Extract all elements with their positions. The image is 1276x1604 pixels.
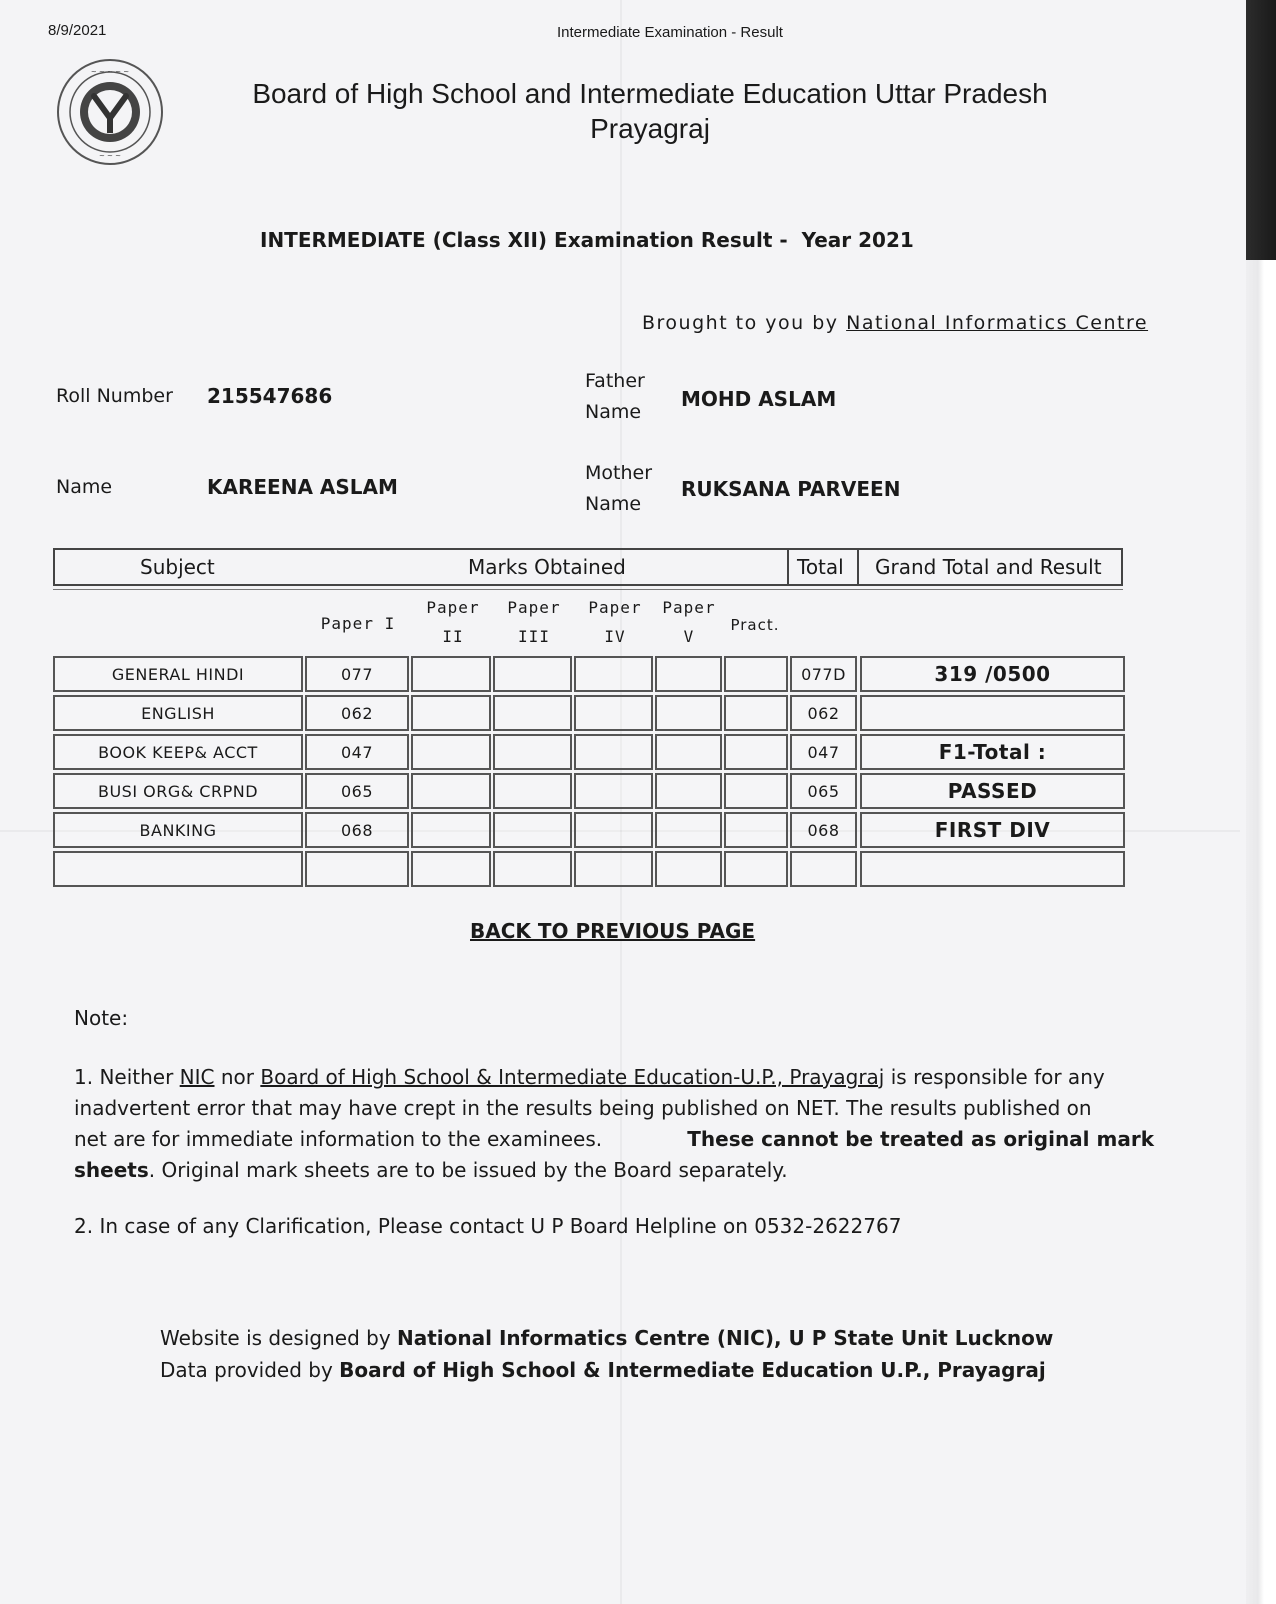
mother-name-label (585, 458, 652, 520)
subheader-paper3-line2: III (518, 627, 550, 646)
father-label-line1: Father (585, 370, 645, 392)
subheader-paper4-line2: IV (604, 627, 626, 646)
scan-edge (1246, 0, 1276, 260)
note-item-1-line2: inadvertent error that may have crept in the results being published on NET. The results published on (74, 1096, 1092, 1120)
note1-line4b: . Original mark sheets are to be issued by the Board separately. (148, 1158, 788, 1182)
footer-line1-prefix: Website is designed by (160, 1326, 391, 1350)
nic-abbrev: NIC (179, 1065, 215, 1089)
total-cell (790, 851, 857, 887)
paper1-cell: 068 (305, 812, 409, 848)
subject-cell: BOOK KEEP& ACCT (53, 734, 303, 770)
result-cell: FIRST DIV (860, 812, 1125, 848)
subject-cell: ENGLISH (53, 695, 303, 731)
note-item-1-line4 (74, 1155, 1154, 1186)
paper5-cell (655, 695, 722, 731)
paper4-cell (574, 734, 653, 770)
subject-cell: GENERAL HINDI (53, 656, 303, 692)
svg-text:~ ~ ~: ~ ~ ~ (98, 152, 122, 160)
subheader-paper5-line1: Paper (662, 598, 716, 617)
subject-cell: BUSI ORG& CRPND (53, 773, 303, 809)
result-cell: 319 /0500 (860, 656, 1125, 692)
note-item-2: 2. In case of any Clarification, Please contact U P Board Helpline on 0532-2622767 (74, 1214, 902, 1238)
note1-text (74, 1062, 1105, 1093)
father-name-label (585, 366, 645, 428)
header-grand-total: Grand Total and Result (875, 555, 1102, 579)
brought-by-prefix: Brought to you by (642, 312, 839, 334)
total-cell: 047 (790, 734, 857, 770)
name-label: Name (56, 476, 113, 498)
note-heading: Note: (74, 1006, 129, 1030)
total-cell: 077D (790, 656, 857, 692)
practical-cell (724, 812, 788, 848)
paper4-cell (574, 851, 653, 887)
paper3-cell (493, 773, 572, 809)
subheader-paper2-line1: Paper (426, 598, 480, 617)
roll-number-value: 215547686 (207, 384, 333, 408)
footer-line2-bold: Board of High School & Intermediate Education U.P., Prayagraj (339, 1358, 1046, 1382)
mother-name-value: RUKSANA PARVEEN (681, 477, 901, 501)
paper1-cell: 077 (305, 656, 409, 692)
practical-cell (724, 851, 788, 887)
paper4-cell (574, 656, 653, 692)
subheader-paper2-line2: II (442, 627, 464, 646)
subject-cell: BANKING (53, 812, 303, 848)
subheader-paper5-line2: V (683, 627, 695, 646)
subheader-paper3-line1: Paper (507, 598, 561, 617)
nic-link[interactable]: National Informatics Centre (846, 312, 1149, 334)
note1-line4a: sheets (74, 1158, 149, 1182)
footer-line1-bold: National Informatics Centre (NIC), U P State Unit Lucknow (397, 1326, 1054, 1350)
paper2-cell (411, 695, 491, 731)
brought-by (642, 312, 1148, 334)
header-total: Total (797, 555, 844, 579)
note-item-1-line1 (74, 1062, 1154, 1093)
result-cell (860, 695, 1125, 731)
header-separator (857, 548, 859, 586)
paper5-cell (655, 734, 722, 770)
subheader-paper4 (575, 598, 655, 646)
back-to-previous-page-link[interactable]: BACK TO PREVIOUS PAGE (470, 919, 756, 943)
father-label-line2: Name (585, 401, 642, 423)
paper3-cell (493, 695, 572, 731)
print-date: 8/9/2021 (48, 22, 107, 39)
roll-number-label: Roll Number (56, 385, 173, 407)
note-item-1-line3 (74, 1124, 1154, 1155)
paper2-cell (411, 851, 491, 887)
name-value: KAREENA ASLAM (207, 475, 398, 499)
paper5-cell (655, 656, 722, 692)
paper2-cell (411, 812, 491, 848)
practical-cell (724, 695, 788, 731)
footer-line1 (160, 1322, 1053, 1354)
footer-line2-prefix: Data provided by (160, 1358, 333, 1382)
result-cell: F1-Total : (860, 734, 1125, 770)
paper4-cell (574, 695, 653, 731)
mother-label-line2: Name (585, 493, 642, 515)
paper3-cell (493, 734, 572, 770)
paper5-cell (655, 773, 722, 809)
total-cell: 068 (790, 812, 857, 848)
paper1-cell (305, 851, 409, 887)
paper2-cell (411, 656, 491, 692)
paper5-cell (655, 851, 722, 887)
paper1-cell: 065 (305, 773, 409, 809)
subheader-practical: Pract. (730, 616, 780, 634)
result-cell: PASSED (860, 773, 1125, 809)
paper3-cell (493, 812, 572, 848)
subject-cell (53, 851, 303, 887)
paper3-cell (493, 656, 572, 692)
subheader-paper2 (413, 598, 493, 646)
note-item-1 (74, 1062, 1154, 1186)
paper2-cell (411, 773, 491, 809)
print-page-title: Intermediate Examination - Result (557, 24, 783, 41)
header-separator (787, 548, 789, 586)
board-title-line2: Prayagraj (590, 113, 710, 144)
total-cell: 062 (790, 695, 857, 731)
total-cell: 065 (790, 773, 857, 809)
practical-cell (724, 773, 788, 809)
practical-cell (724, 656, 788, 692)
paper1-cell: 062 (305, 695, 409, 731)
practical-cell (724, 734, 788, 770)
exam-title: INTERMEDIATE (Class XII) Examination Result - Year 2021 (260, 228, 914, 252)
note1-prefix: 1. Neither (74, 1065, 174, 1089)
subheader-paper4-line1: Paper (588, 598, 642, 617)
note1-line3a: net are for immediate information to the examinees. (74, 1127, 603, 1151)
father-name-value: MOHD ASLAM (681, 387, 837, 411)
subheader-paper3 (494, 598, 574, 646)
mother-label-line1: Mother (585, 462, 653, 484)
paper3-cell (493, 851, 572, 887)
board-seal-logo (56, 58, 164, 166)
footer-line2 (160, 1354, 1046, 1386)
paper4-cell (574, 773, 653, 809)
note1-rest: is responsible for any (890, 1065, 1105, 1089)
note1-line3b: These cannot be treated as original mark (687, 1127, 1154, 1151)
paper1-cell: 047 (305, 734, 409, 770)
header-underline (53, 589, 1123, 590)
svg-text:~ ~ ~ ~ ~: ~ ~ ~ ~ ~ (90, 68, 130, 76)
board-link[interactable]: Board of High School & Intermediate Education-U.P., Prayagraj (260, 1065, 885, 1089)
subheader-paper1: Paper I (320, 614, 396, 633)
paper5-cell (655, 812, 722, 848)
board-title-line1: Board of High School and Intermediate Education Uttar Pradesh (252, 78, 1048, 109)
result-cell (860, 851, 1125, 887)
note1-nor: nor (220, 1065, 254, 1089)
header-marks-obtained: Marks Obtained (468, 555, 626, 579)
header-subject: Subject (140, 555, 215, 579)
paper4-cell (574, 812, 653, 848)
paper2-cell (411, 734, 491, 770)
